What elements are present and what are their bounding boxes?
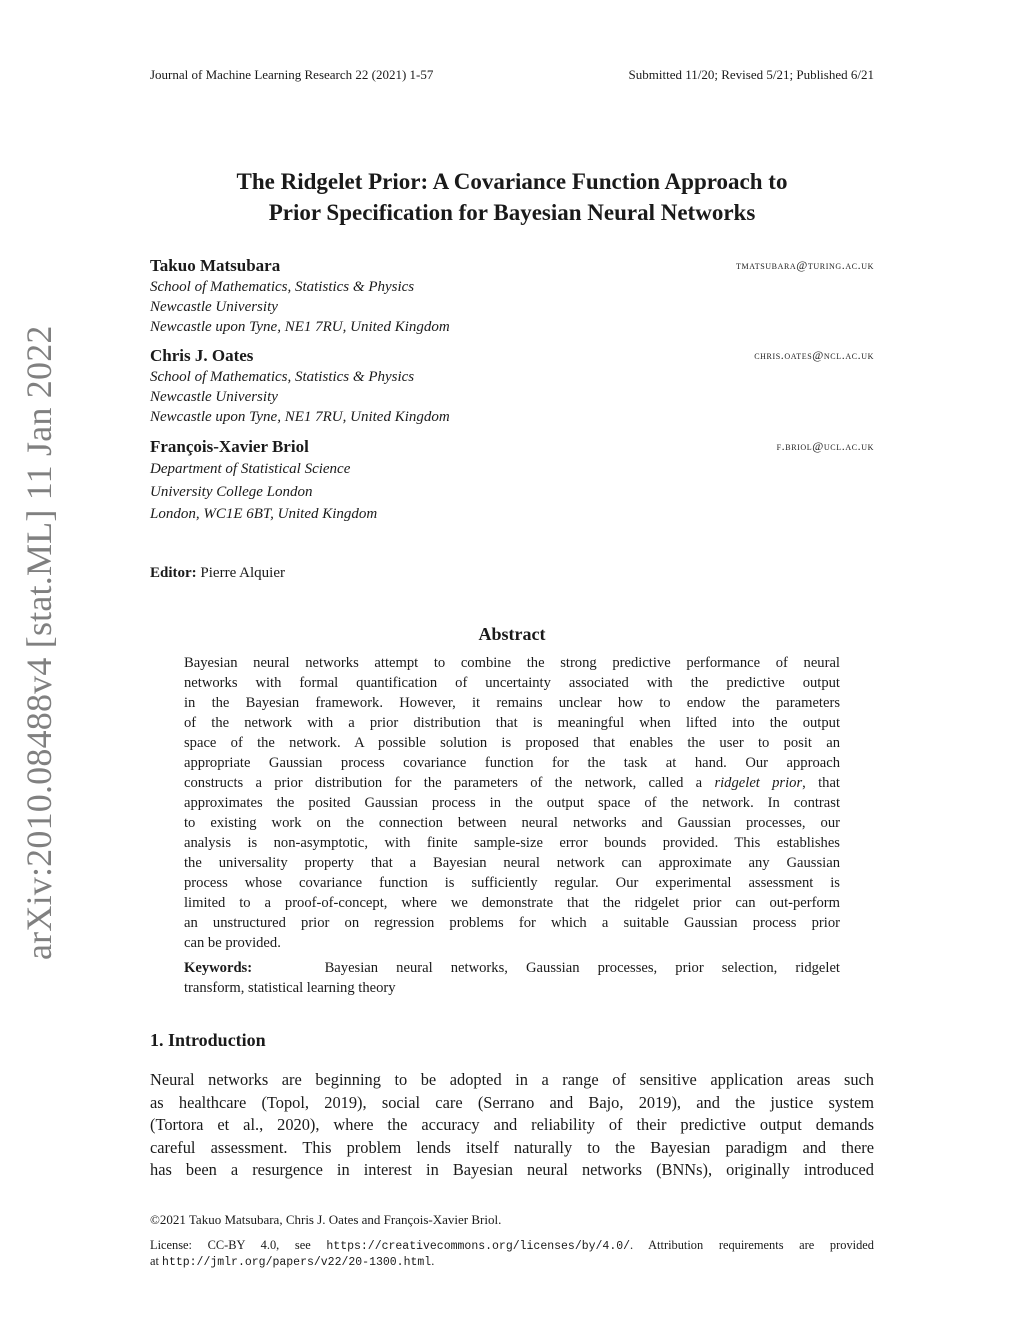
intro-line: has been a resurgence in interest in Bayesian neural networks (BNNs), originally introduced [150, 1160, 874, 1179]
abstract-body [184, 653, 840, 953]
license-at: at [150, 1254, 163, 1268]
abstract-line: analysis is non-asymptotic, with finite sample-size error bounds provided. This establishes [184, 835, 840, 851]
editor-line [150, 565, 285, 582]
abstract-line-text: constructs a prior distribution for the parameters of the network, called a [184, 775, 715, 791]
author-affiliation-line: Newcastle University [150, 389, 278, 405]
abstract-line: process whose covariance function is sufficiently regular. Our experimental assessment is [184, 875, 840, 891]
license-line [150, 1237, 874, 1253]
intro-line: as healthcare (Topol, 2019), social care (Serrano and Bajo, 2019), and the justice system [150, 1092, 874, 1112]
author-affiliation-line: Newcastle University [150, 299, 278, 315]
keywords-text: Bayesian neural networks, Gaussian processes, prior selection, ridgelet [324, 960, 840, 976]
author-affiliation-line: London, WC1E 6BT, United Kingdom [150, 506, 378, 522]
license-mid: . Attribution requirements are provided [630, 1238, 874, 1252]
license-line [150, 1253, 874, 1269]
abstract-line-tail: , that [802, 775, 840, 791]
author-block [150, 255, 874, 337]
abstract-line: the universality property that a Bayesian neural network can approximate any Gaussian [184, 855, 840, 871]
paper-title [120, 166, 904, 228]
author-email[interactable]: tmatsubara@turing.ac.uk [736, 258, 874, 272]
intro-paragraph [150, 1069, 874, 1182]
author-block [150, 345, 874, 427]
license-link[interactable]: https://creativecommons.org/licenses/by/4.0/ [326, 1240, 631, 1253]
author-name: Chris J. Oates [150, 346, 254, 365]
abstract-line: in the Bayesian framework. However, it remains unclear how to endow the parameters [184, 695, 840, 711]
arxiv-stamp[interactable]: arXiv:2010.08488v4 [stat.ML] 11 Jan 2022 [19, 325, 59, 960]
intro-line: careful assessment. This problem lends itself naturally to the Bayesian paradigm and there [150, 1137, 874, 1157]
submission-dates: Submitted 11/20; Revised 5/21; Published 6/21 [628, 67, 874, 82]
title-line-2: Prior Specification for Bayesian Neural Networks [268, 200, 756, 225]
license-prefix: License: CC-BY 4.0, see [150, 1238, 327, 1252]
abstract-line: space of the network. A possible solution is proposed that enables the user to posit an [184, 735, 840, 751]
intro-line: (Tortora et al., 2020), where the accuracy and reliability of their predictive output demands [150, 1115, 874, 1134]
abstract-line: of the network with a prior distribution that is meaningful when lifted into the output [184, 715, 840, 731]
license-notice [150, 1237, 874, 1269]
keywords-line: transform, statistical learning theory [184, 980, 396, 996]
italic-term: ridgelet prior [714, 775, 803, 791]
keywords-label: Keywords: [184, 960, 253, 976]
author-email[interactable]: chris.oates@ncl.ac.uk [754, 348, 874, 362]
section-heading: 1. Introduction [150, 1030, 266, 1050]
abstract-line [184, 773, 840, 793]
abstract-line: appropriate Gaussian process covariance function for the task at hand. Our approach [184, 755, 840, 771]
author-affiliation-line: University College London [150, 483, 313, 500]
author-affiliation-line: Department of Statistical Science [150, 461, 351, 477]
abstract-line: to existing work on the connection between neural networks and Gaussian processes, our [184, 815, 840, 831]
author-affiliation-line: School of Mathematics, Statistics & Physics [150, 279, 415, 295]
author-affiliation-line: Newcastle upon Tyne, NE1 7RU, United Kingdom [150, 409, 450, 425]
abstract-line: can be provided. [184, 935, 281, 951]
attribution-link[interactable]: http://jmlr.org/papers/v22/20-1300.html [162, 1256, 432, 1269]
abstract-line: an unstructured prior on regression problems for which a suitable Gaussian process prior [184, 915, 840, 931]
editor-name: Pierre Alquier [200, 565, 285, 581]
copyright-notice: ©2021 Takuo Matsubara, Chris J. Oates and François-Xavier Briol. [150, 1212, 502, 1227]
abstract-line: approximates the posited Gaussian process in the output space of the network. In contrast [184, 795, 840, 811]
editor-label: Editor: [150, 565, 197, 581]
author-email[interactable]: f.briol@ucl.ac.uk [776, 439, 874, 453]
journal-header: Journal of Machine Learning Research 22 (2021) 1-57 [150, 67, 434, 82]
abstract-line: Bayesian neural networks attempt to combine the strong predictive performance of neural [184, 655, 840, 671]
author-name: Takuo Matsubara [150, 256, 281, 275]
author-affiliation-line: School of Mathematics, Statistics & Physics [150, 369, 415, 385]
author-name: François-Xavier Briol [150, 437, 309, 456]
keywords [184, 958, 840, 998]
author-affiliation-line: Newcastle upon Tyne, NE1 7RU, United Kingdom [150, 319, 450, 335]
author-block [150, 436, 874, 526]
abstract-line: networks with formal quantification of uncertainty associated with the predictive output [184, 675, 840, 691]
title-line-1: The Ridgelet Prior: A Covariance Function Approach to [236, 169, 788, 194]
abstract-line: limited to a proof-of-concept, where we demonstrate that the ridgelet prior can out-perform [184, 895, 840, 911]
intro-line: Neural networks are beginning to be adopted in a range of sensitive application areas such [150, 1070, 874, 1089]
license-end: . [431, 1254, 435, 1268]
keywords-line [184, 958, 840, 978]
abstract-heading: Abstract [478, 624, 546, 644]
